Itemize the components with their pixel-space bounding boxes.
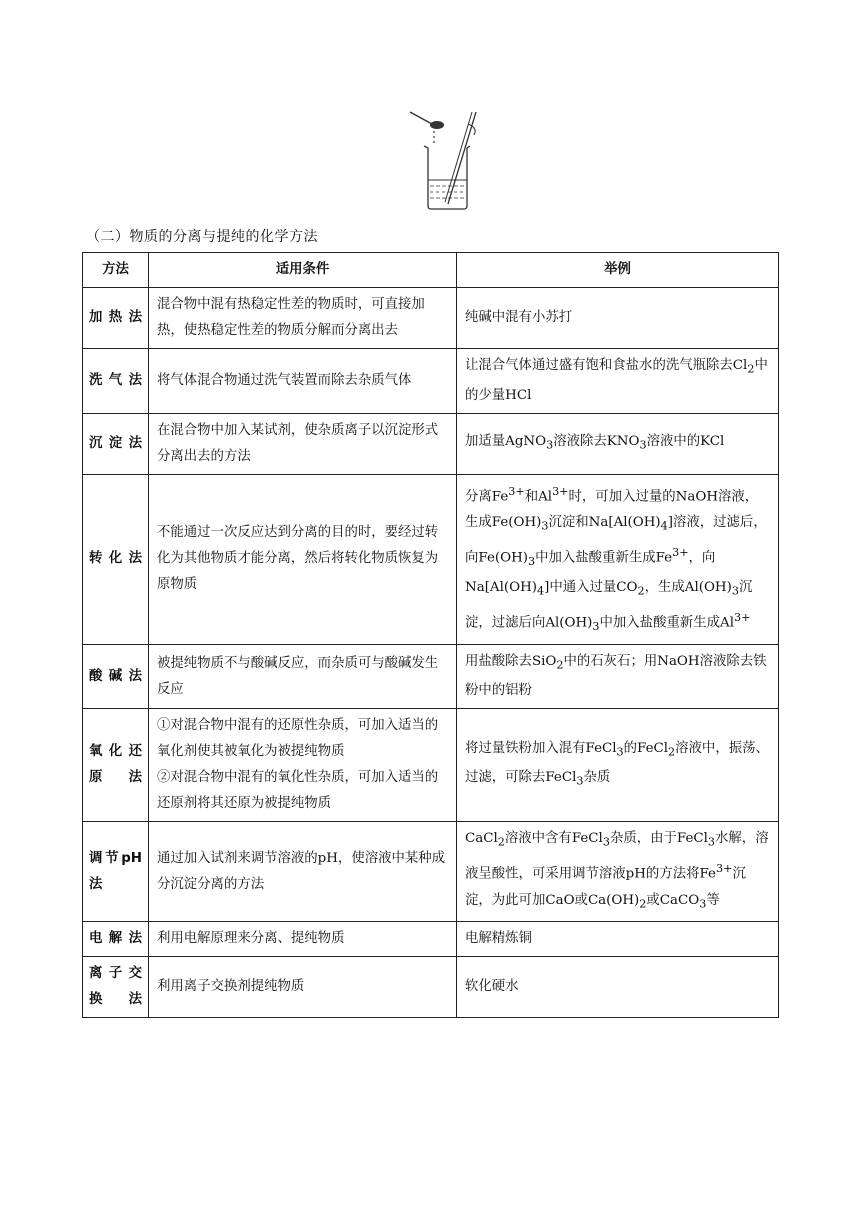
example-cell: CaCl$_2$溶液中含有FeCl$_3$杂质，由于FeCl$_3$水解，溶液呈酸性，可采用调节溶液pH的方法将$Fe^{3+}$沉淀，为此可加CaO或$Ca(OH)_2$或CaCO$_3$等 <box>457 822 779 922</box>
header-method: 方法 <box>83 253 149 288</box>
condition-cell: 通过加入试剂来调节溶液的pH，使溶液中某种成分沉淀分离的方法 <box>149 822 457 922</box>
beaker-spoon-stirring-illustration <box>404 108 484 214</box>
example-cell: 让混合气体通过盛有饱和食盐水的洗气瓶除去$Cl_2$中的少量HCl <box>457 349 779 414</box>
method-cell: 调节pH法 <box>83 822 149 922</box>
table-row <box>83 474 779 644</box>
table-row <box>83 957 779 1018</box>
table-header-row <box>83 253 779 288</box>
table-row <box>83 922 779 957</box>
table-row <box>83 709 779 822</box>
table-row <box>83 822 779 922</box>
header-example: 举例 <box>457 253 779 288</box>
example-cell: 电解精炼铜 <box>457 922 779 957</box>
example-cell: 加适量AgNO$_3$溶液除去$KNO_3$溶液中的KCl <box>457 413 779 474</box>
table-row <box>83 349 779 414</box>
example-cell: 软化硬水 <box>457 957 779 1018</box>
example-cell: 用盐酸除去SiO$_2$中的石灰石；用NaOH溶液除去铁粉中的铝粉 <box>457 644 779 709</box>
condition-cell: 混合物中混有热稳定性差的物质时，可直接加热，使热稳定性差的物质分解而分离出去 <box>149 288 457 349</box>
condition-cell: 在混合物中加入某试剂，使杂质离子以沉淀形式分离出去的方法 <box>149 413 457 474</box>
example-cell: 将过量铁粉加入混有FeCl$_3$的FeCl$_2$溶液中，振荡、过滤，可除去FeCl$_3$杂质 <box>457 709 779 822</box>
table-row <box>83 413 779 474</box>
method-cell: 氧化还原法 <box>83 709 149 822</box>
separation-methods-table <box>82 252 779 1018</box>
method-cell: 洗气法 <box>83 349 149 414</box>
method-cell: 电解法 <box>83 922 149 957</box>
method-cell: 转化法 <box>83 474 149 644</box>
table-body <box>83 288 779 1018</box>
condition-cell: 不能通过一次反应达到分离的目的时，要经过转化为其他物质才能分离，然后将转化物质恢复为原物质 <box>149 474 457 644</box>
example-cell: 分离$Fe^{3+}$和$Al^{3+}$时，可加入过量的NaOH溶液，生成$Fe(OH)_3$沉淀和$Na[Al(OH)_4]$溶液，过滤后，向$Fe(OH)_3$中加入盐酸重新生成$Fe^{3+}$，向$Na[Al(OH)_4]$中通入过量$CO_2$，生成$Al(OH)_3$沉淀，过滤后向$Al(OH)_3$中加入盐酸重新生成$Al^{3+}$ <box>457 474 779 644</box>
condition-cell: 被提纯物质不与酸碱反应，而杂质可与酸碱发生反应 <box>149 644 457 709</box>
condition-cell: 利用离子交换剂提纯物质 <box>149 957 457 1018</box>
example-cell: 纯碱中混有小苏打 <box>457 288 779 349</box>
table-row <box>83 288 779 349</box>
method-cell: 离子交换法 <box>83 957 149 1018</box>
method-cell: 沉淀法 <box>83 413 149 474</box>
condition-cell: 利用电解原理来分离、提纯物质 <box>149 922 457 957</box>
header-condition: 适用条件 <box>149 253 457 288</box>
condition-cell: ①对混合物中混有的还原性杂质，可加入适当的氧化剂使其被氧化为被提纯物质 ②对混合物中混有的氧化性杂质，可加入适当的还原剂将其还原为被提纯物质 <box>149 709 457 822</box>
condition-cell: 将气体混合物通过洗气装置而除去杂质气体 <box>149 349 457 414</box>
table-row <box>83 644 779 709</box>
method-cell: 加热法 <box>83 288 149 349</box>
section-title: （二）物质的分离与提纯的化学方法 <box>86 229 318 245</box>
method-cell: 酸碱法 <box>83 644 149 709</box>
